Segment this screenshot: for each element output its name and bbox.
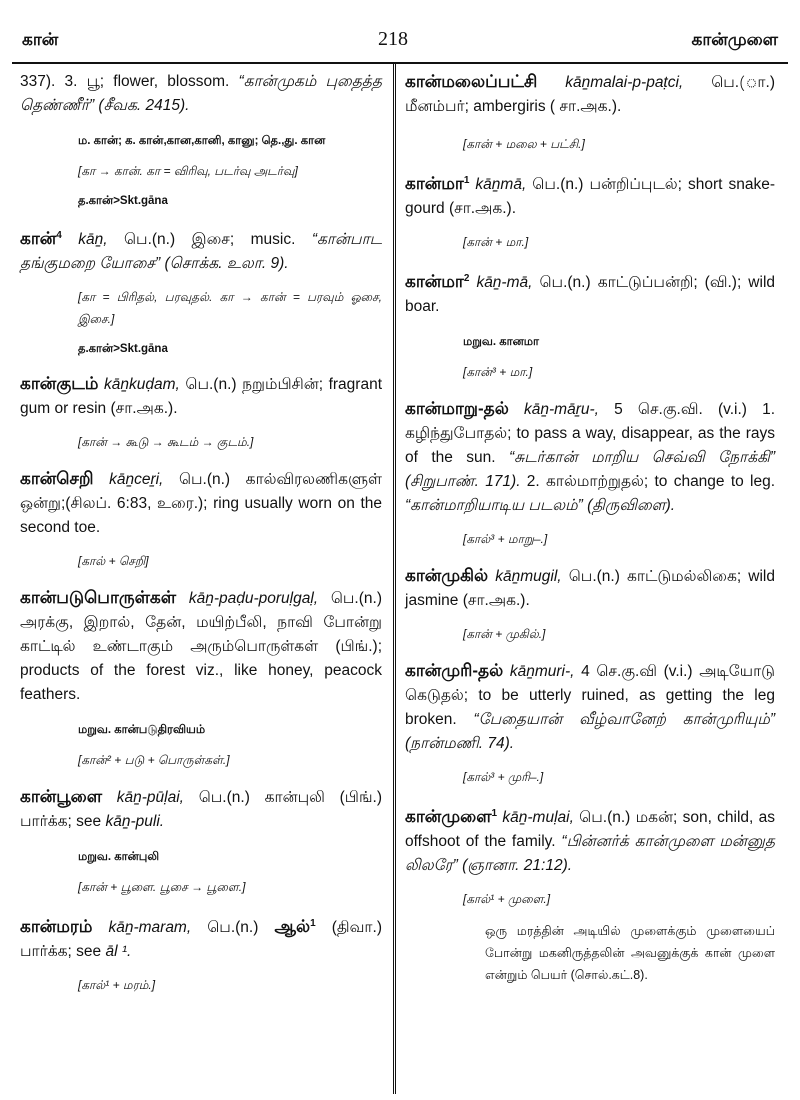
synonym: மறுவ. கானமா (463, 336, 540, 349)
etymology: [கான் + பூளை. பூசை → பூளை.] (78, 880, 246, 895)
cognates: ம. கான்; க. கான்,கான,கானி, கானு; தெ.,து. கான (78, 135, 326, 147)
dictionary-entry: கான்படுபொருள்கள் kāṉ-paḍu-poruḷgaḷ, பெ.(n.) அரக்கு, இறால், தேன், மயிற்பீலி, நாவி போன்று காட்டில் உண்டாகும் அரும்பொருள்கள் (பிங்.); products of the forest viz., like honey, peacock feathers. (20, 588, 382, 704)
dictionary-entry: கான்மரம் kāṉ-maram, பெ.(n.) ஆல்$^1$ (திவா.) பார்க்க; see āl ¹. (20, 917, 382, 961)
entry-continuation: 337). 3. பூ; flower, blossom. “கான்முகம் புதைத்த தெண்ணீர்” (சீவக. 2415). (20, 73, 382, 114)
etymology: [கான் + மலை + பட்சி.] (463, 137, 585, 151)
etymology: [கால் + செறி] (78, 554, 149, 569)
dictionary-entry: கான்குடம் kāṉkuḍam, பெ.(n.) நறும்பிசின்; fragrant gum or resin (சா.அக.). (20, 374, 383, 418)
etymology: [கால்³ + முரி–.] (463, 770, 544, 785)
dictionary-entry: கான்$^4$ kāṉ, பெ.(n.) இசை; music. “கான்பாட தங்குமறை யோசை” (சொக்க. உலா. 9). (20, 229, 383, 273)
dictionary-entry: கான்மாறு-தல் kāṉ-māṟu-, 5 செ.கு.வி. (v.i.) 1. கழிந்துபோதல்; to pass a way, disappear, as the rays of the sun. “சுடர்கான் மாறிய செவ்வி நோக்கி” (சிறுபாண். 171). 2. கால்மாற்றுதல்; to change to leg. “கான்மாறியாடிய படலம்” (திருவிளை). (405, 399, 776, 515)
etymology: [கான் → கூடு → கூடம் → குடம்.] (78, 435, 254, 450)
sanskrit-note: த.கான்>Skt.gāna (78, 195, 168, 207)
dictionary-entry: கான்முகில் kāṉmugil, பெ.(n.) காட்டுமல்லிகை; wild jasmine (சா.அக.). (405, 566, 775, 610)
synonym: மறுவ. கான்படுதிரவியம் (78, 724, 206, 737)
etymology: [கால்¹ + முளை.] (463, 892, 551, 907)
dictionary-entry: கான்மா$^2$ kāṉ-mā, பெ.(n.) காட்டுப்பன்றி; (வி.); wild boar. (405, 272, 776, 316)
explanatory-note: ஒரு மரத்தின் அடியில் முளைக்கும் முளையைப் போன்று மகனிருத்தலின் அவனுக்குக் கான் முளை என்றும் பெயர் (சொல்.கட்.8). (485, 924, 775, 983)
dictionary-entry: கான்முரி-தல் kāṉmuri-, 4 செ.கு.வி (v.i.) அடியோடு கெடுதல்; to be utterly ruined, as getting the leg broken. “பேதையான் வீழ்வானேற் கான்முரியும்” (நான்மணி. 74). (405, 661, 775, 753)
etymology: [கால்³ + மாறு–.] (463, 532, 548, 547)
dictionary-entry: கான்மா$^1$ kāṉmā, பெ.(n.) பன்றிப்புடல்; short snake-gourd (சா.அக.). (405, 174, 776, 218)
etymology: [கான்³ + மா.] (463, 365, 533, 380)
etymology: [கா → கான். கா = விரிவு, படர்வு அடர்வு] (78, 164, 298, 178)
dictionary-entry: கான்மலைப்பட்சி kāṉmalai-p-paṭci, பெ.(ா.) மீனம்பர்; ambergiris ( சா.அக.). (405, 72, 775, 115)
running-head-right: கான்முளை (691, 30, 778, 49)
dictionary-entry: கான்முளை$^1$ kāṉ-muḷai, பெ.(n.) மகன்; son, child, as offshoot of the family. “பின்னர்க் கான்முளை மன்னுத லிலரே” (ஞானா. 21:12). (405, 807, 776, 875)
etymology: [கா = பிரிதல், பரவுதல். கா → கான் = பரவும் ஓசை, இசை.] (78, 290, 382, 327)
synonym: மறுவ. கான்புலி (78, 851, 160, 864)
right-column (405, 70, 775, 986)
dictionary-entry: கான்பூளை kāṉ-pūḷai, பெ.(n.) கான்புலி (பிங்.) பார்க்க; see kāṉ-puli. (20, 787, 382, 831)
etymology: [கான் + மா.] (463, 235, 529, 250)
dictionary-entry: கான்செறி kāṉceṟi, பெ.(n.) கால்விரலணிகளுள் ஒன்று;(சிலப். 6:83, உரை.); ring usually worn on the second toe. (20, 469, 382, 537)
page-number: 218 (378, 28, 408, 50)
etymology: [கான் + முகில்.] (463, 627, 546, 642)
etymology: [கான்² + படு + பொருள்கள்.] (78, 753, 230, 768)
column-divider (393, 64, 396, 1094)
header-rule (12, 62, 788, 64)
etymology: [கால்¹ + மரம்.] (78, 978, 156, 993)
running-head-left: கான் (22, 30, 59, 49)
left-column (20, 70, 382, 996)
sanskrit-note: த.கான்>Skt.gāna (78, 343, 168, 356)
